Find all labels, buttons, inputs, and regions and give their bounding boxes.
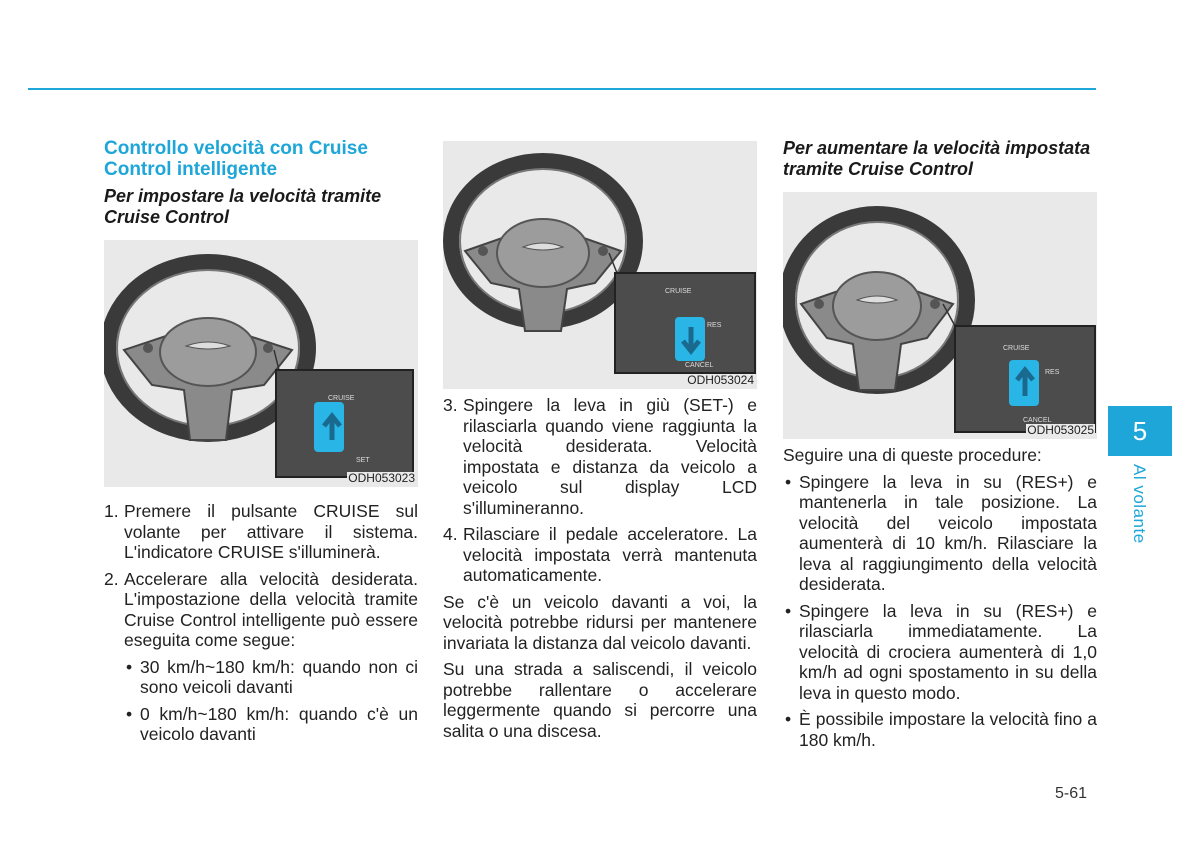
bullet-text: Spingere la leva in su (RES+) e mantenerla in tale posizione. La velocità del veicolo impostata aumenterà di 10 km/h. Rilasciare la leva al raggiungimento della velocità desiderata. <box>799 471 1097 594</box>
bullet-item <box>124 657 418 698</box>
bullet-text: 30 km/h~180 km/h: quando non ci sono veicoli davanti <box>140 656 418 697</box>
step-text: Accelerare alla velocità desiderata. L'impostazione della velocità tramite Cruise Control intelligente può essere eseguita come segue: <box>124 568 418 650</box>
bullet-dot: • <box>126 703 133 724</box>
figure-label-res: RES <box>707 322 722 329</box>
bullet-dot: • <box>785 709 792 729</box>
figure-code: ODH053023 <box>348 471 415 485</box>
column-2 <box>443 141 757 747</box>
steps-list-col1 <box>104 501 418 745</box>
bullet-item <box>783 472 1097 595</box>
figure-label-cancel: CANCEL <box>685 362 714 369</box>
steps-list-col2 <box>443 395 757 586</box>
figure-code: ODH053024 <box>687 373 754 387</box>
procedure-intro: Seguire una di queste procedure: <box>783 445 1042 465</box>
steering-wheel-illustration <box>443 141 757 389</box>
step-item <box>443 395 757 518</box>
figure-code: ODH053025 <box>1027 423 1094 437</box>
step-item <box>443 524 757 586</box>
figure-label-cruise: CRUISE <box>328 395 355 402</box>
step-number: 2. <box>104 568 119 589</box>
bullet-item <box>783 601 1097 704</box>
paragraph-hilly-road: Su una strada a saliscendi, il veicolo potrebbe rallentare o accelerare leggermente quando si percorre una salita o una discesa. <box>443 659 757 741</box>
figure-label-cruise: CRUISE <box>1003 345 1030 352</box>
chapter-tab-number: 5 <box>1108 406 1172 456</box>
step-text: Premere il pulsante CRUISE sul volante per attivare il sistema. L'indicatore CRUISE s'illuminerà. <box>124 501 418 562</box>
increase-speed-list <box>783 472 1097 751</box>
figure-label-cruise: CRUISE <box>665 288 692 295</box>
step-number: 3. <box>443 395 458 415</box>
bullet-dot: • <box>785 600 792 621</box>
step-text: Rilasciare il pedale acceleratore. La velocità impostata verrà mantenuta automaticamente. <box>463 524 757 585</box>
bullet-text: È possibile impostare la velocità fino a 180 km/h. <box>799 709 1097 750</box>
column-1 <box>104 138 418 751</box>
step-item <box>104 569 418 745</box>
figure-steering-wheel-cruise <box>104 240 418 487</box>
figure-label-cancel: CANCEL <box>1023 417 1052 424</box>
figure-steering-wheel-res <box>783 192 1097 439</box>
figure-steering-wheel-set <box>443 141 757 389</box>
chapter-tab-title: Al volante <box>1130 464 1149 544</box>
section-title: Controllo velocità con Cruise Control intelligente <box>104 138 368 180</box>
speed-range-list <box>124 657 418 745</box>
subsection-title-increase-speed: Per aumentare la velocità impostata tramite Cruise Control <box>783 138 1091 179</box>
bullet-text: 0 km/h~180 km/h: quando c'è un veicolo davanti <box>140 703 418 744</box>
bullet-item <box>783 709 1097 750</box>
steering-wheel-illustration <box>104 240 418 487</box>
paragraph-vehicle-ahead: Se c'è un veicolo davanti a voi, la velocità potrebbe ridursi per mantenere invariata la distanza dal veicolo davanti. <box>443 591 757 653</box>
bullet-dot: • <box>126 656 133 677</box>
step-text: Spingere la leva in giù (SET-) e rilasciarla quando viene raggiunta la velocità desiderata. Velocità impostata e distanza da veicolo a veicolo sul display LCD s'illumineranno. <box>463 395 757 518</box>
bullet-item <box>124 704 418 745</box>
steering-wheel-illustration <box>783 192 1097 439</box>
subsection-title-set-speed: Per impostare la velocità tramite Cruise Control <box>104 186 382 227</box>
bullet-dot: • <box>785 471 792 492</box>
figure-label-set: SET <box>356 457 370 464</box>
figure-label-res: RES <box>1045 369 1060 376</box>
column-3 <box>783 138 1097 756</box>
step-item <box>104 501 418 563</box>
header-rule <box>28 88 1096 90</box>
bullet-text: Spingere la leva in su (RES+) e rilasciarla immediatamente. La velocità di crociera aumenterà di 1,0 km/h ad ogni spostamento in su della leva in questo modo. <box>799 600 1097 703</box>
step-number: 4. <box>443 524 458 544</box>
page-number: 5-61 <box>1055 785 1088 802</box>
step-number: 1. <box>104 501 119 521</box>
